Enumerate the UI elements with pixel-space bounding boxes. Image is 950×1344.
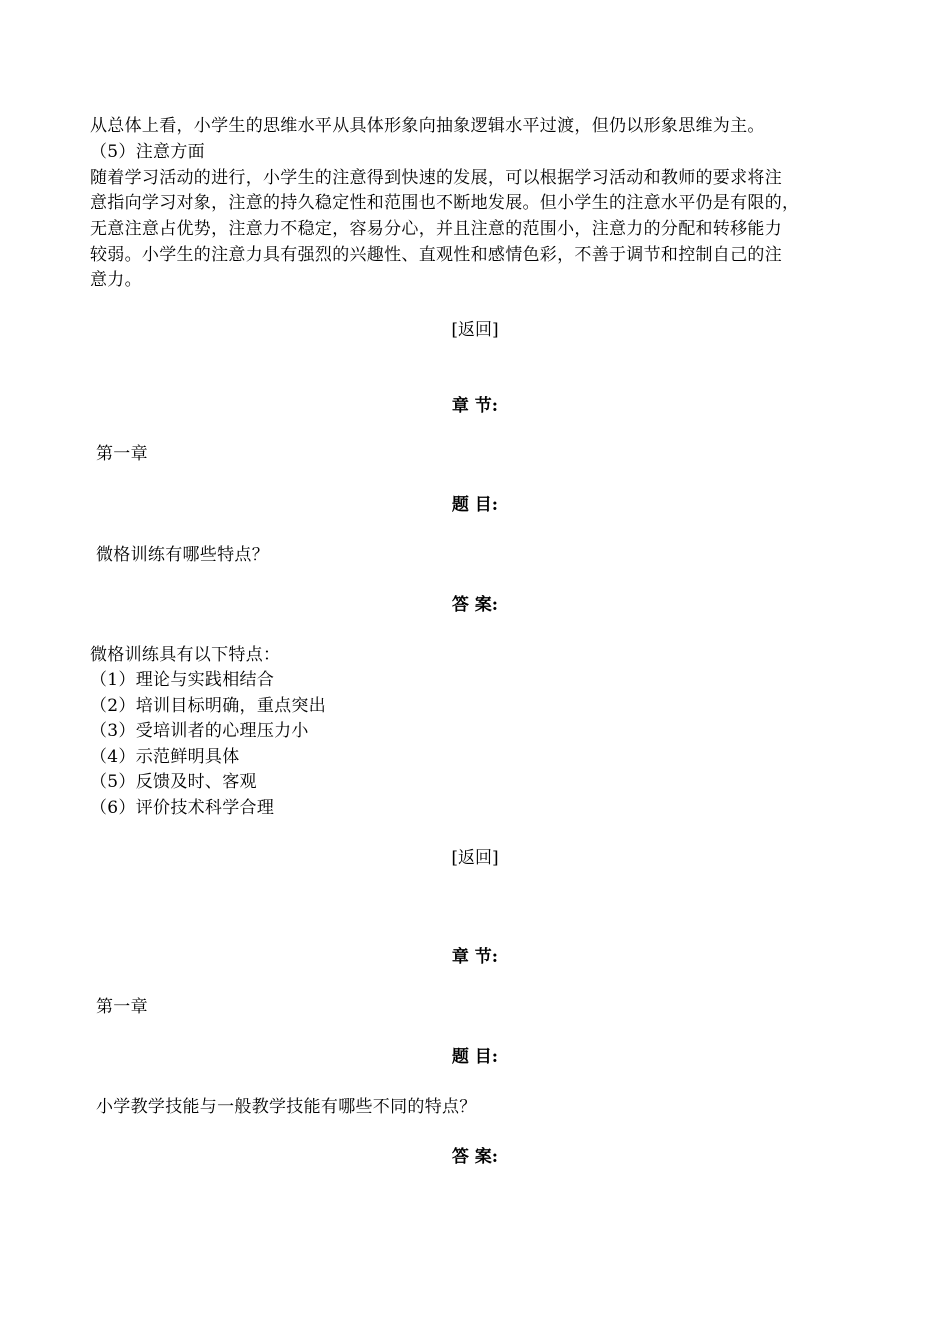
attention-paragraph-line: 无意注意占优势，注意力不稳定，容易分心，并且注意的范围小，注意力的分配和转移能力	[90, 219, 782, 239]
answer-line: （2）培训目标明确，重点突出	[90, 696, 327, 716]
attention-paragraph-line: 较弱。小学生的注意力具有强烈的兴趣性、直观性和感情色彩，不善于调节和控制自己的注	[90, 245, 782, 265]
intro-paragraph-line: 从总体上看，小学生的思维水平从具体形象向抽象逻辑水平过渡，但仍以形象思维为主。	[90, 116, 765, 136]
answer-line: （3）受培训者的心理压力小	[90, 721, 309, 741]
answer-line: 微格训练具有以下特点：	[90, 645, 281, 665]
attention-paragraph-line: 意力。	[90, 270, 142, 290]
chapter-label: 章 节:	[451, 947, 499, 967]
attention-paragraph-line: 意指向学习对象，注意的持久稳定性和范围也不断地发展。但小学生的注意水平仍是有限的，	[90, 193, 800, 213]
answer-line: （6）评价技术科学合理	[90, 798, 275, 818]
return-link[interactable]: [返回]	[451, 320, 499, 340]
question-label: 题 目:	[451, 1047, 499, 1067]
chapter-label: 章 节:	[451, 396, 499, 416]
answer-label: 答 案:	[451, 1147, 499, 1167]
chapter-value: 第一章	[96, 997, 148, 1017]
answer-label: 答 案:	[451, 595, 499, 615]
question-value: 微格训练有哪些特点？	[96, 545, 269, 565]
return-link[interactable]: [返回]	[451, 848, 499, 868]
question-label: 题 目:	[451, 495, 499, 515]
answer-line: （1）理论与实践相结合	[90, 670, 275, 690]
answer-line: （4）示范鲜明具体	[90, 747, 240, 767]
question-value: 小学教学技能与一般教学技能有哪些不同的特点？	[96, 1097, 477, 1117]
attention-paragraph-line: 随着学习活动的进行，小学生的注意得到快速的发展，可以根据学习活动和教师的要求将注	[90, 168, 782, 188]
answer-line: （5）反馈及时、客观	[90, 772, 257, 792]
chapter-value: 第一章	[96, 444, 148, 464]
attention-heading: （5）注意方面	[90, 142, 205, 162]
